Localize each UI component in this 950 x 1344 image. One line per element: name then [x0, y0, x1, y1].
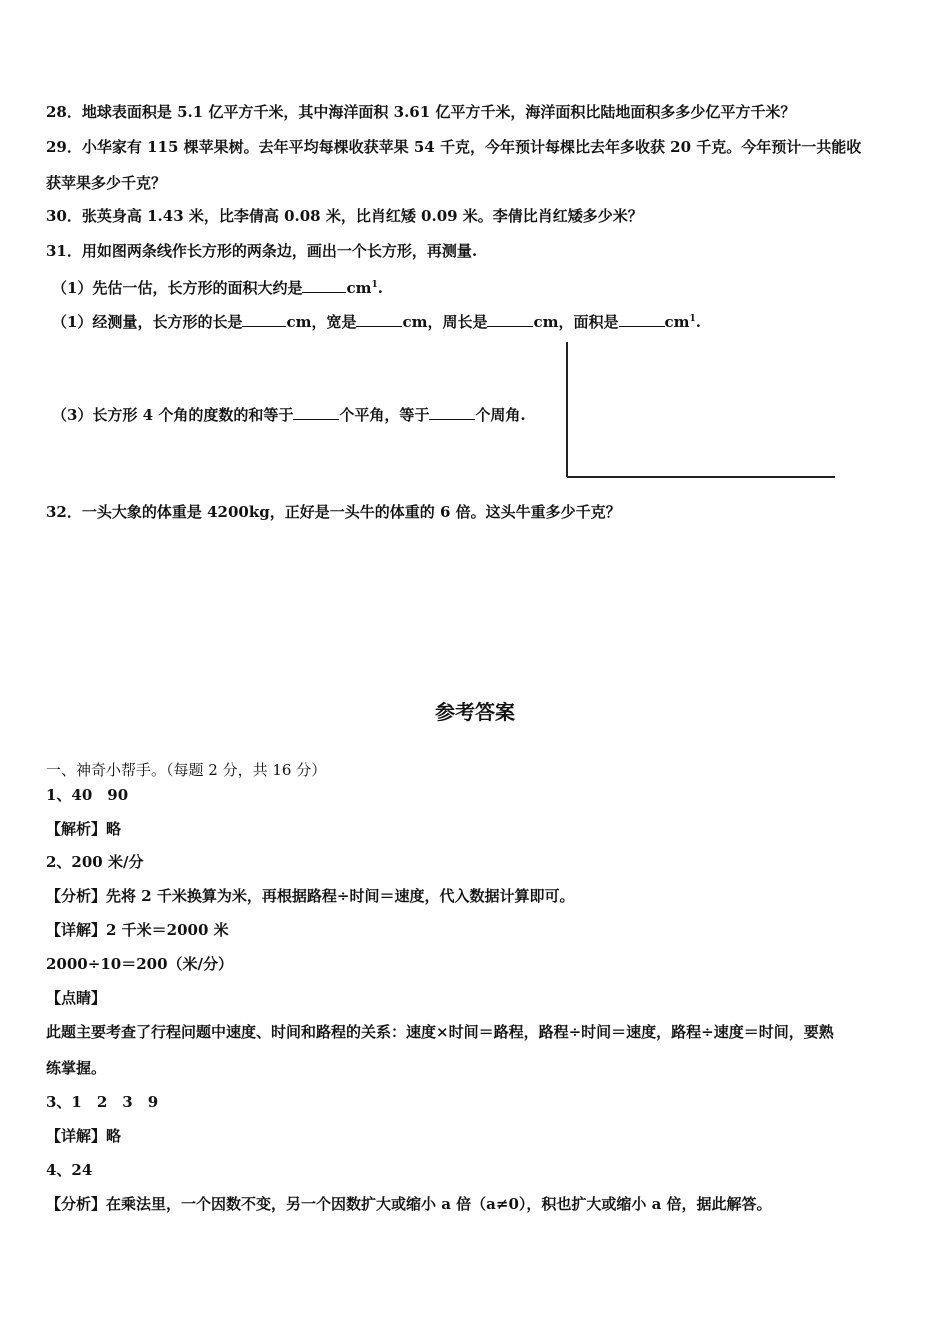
q31-part2-text-d: cm，面积是 [533, 313, 619, 331]
answer-3: 3、1 2 3 9 [46, 1093, 159, 1111]
question-32: 32．一头大象的体重是 4200kg，正好是一头牛的体重的 6 倍。这头牛重多少千克？ [46, 503, 621, 521]
answer-blank-width[interactable] [356, 312, 402, 327]
question-31: 31．用如图两条线作长方形的两条边，画出一个长方形，再测量. [46, 242, 478, 260]
question-31-part2 [52, 309, 701, 332]
answer-blank-area[interactable] [619, 312, 665, 327]
question-31-part3 [52, 405, 526, 425]
answer-2: 2、200 米/分 [46, 853, 144, 871]
question-29-line2: 获苹果多少千克？ [46, 174, 167, 192]
answer-4-analysis: 【分析】在乘法里，一个因数不变，另一个因数扩大或缩小 a 倍（a≠0），积也扩大或缩小 a 倍，据此解答。 [46, 1195, 772, 1213]
q31-part2-text-a: （1）经测量，长方形的长是 [52, 313, 243, 331]
answer-3-detail: 【详解】略 [46, 1127, 122, 1145]
answers-title: 参考答案 [435, 700, 515, 724]
q31-part3-text-a: （3）长方形 4 个角的度数的和等于 [52, 406, 294, 424]
question-29-line1: 29．小华家有 115 棵苹果树。去年平均每棵收获苹果 54 千克，今年预计每棵比去年多收获 20 千克。今年预计一共能收 [46, 138, 862, 156]
answer-1-analysis: 【解析】略 [46, 820, 122, 838]
q31-part2-text-e: cm [664, 313, 690, 331]
q31-part3-text-b: 个平角，等于 [339, 406, 430, 424]
superscript: 1 [371, 280, 378, 290]
answer-2-detail: 【详解】2 千米＝2000 米 [46, 921, 229, 939]
period: . [377, 279, 383, 297]
answer-2-comment-line1: 此题主要考查了行程问题中速度、时间和路程的关系：速度×时间＝路程，路程÷时间＝速度，路程÷速度＝时间，要熟 [46, 1023, 834, 1041]
answer-2-comment-line2: 练掌握。 [46, 1059, 107, 1077]
answer-blank-straight-angles[interactable] [293, 405, 339, 420]
answer-2-calculation: 2000÷10＝200（米/分） [46, 955, 233, 973]
unit-cm: cm [346, 279, 372, 297]
superscript: 1 [689, 314, 696, 324]
answer-blank-length[interactable] [242, 312, 286, 327]
question-30: 30．张英身高 1.43 米，比李倩高 0.08 米，比肖红矮 0.09 米。李倩比肖红矮多少米？ [46, 207, 643, 225]
answer-blank-full-angles[interactable] [429, 405, 475, 420]
q31-part2-text-b: cm，宽是 [286, 313, 357, 331]
answer-2-comment-heading: 【点睛】 [46, 989, 107, 1007]
answer-4: 4、24 [46, 1161, 93, 1179]
section-1-heading: 一、神奇小帮手。（每题 2 分，共 16 分） [46, 761, 327, 779]
q31-part2-text-c: cm，周长是 [402, 313, 488, 331]
period: . [695, 313, 702, 331]
answer-blank[interactable] [302, 278, 346, 293]
q31-part1-text: （1）先估一估，长方形的面积大约是 [52, 279, 303, 297]
question-31-part1 [52, 275, 383, 298]
rectangle-edges-figure [563, 340, 838, 482]
q31-part3-text-c: 个周角. [475, 406, 526, 424]
answer-1: 1、40 90 [46, 786, 129, 804]
answer-2-analysis: 【分析】先将 2 千米换算为米，再根据路程÷时间＝速度，代入数据计算即可。 [46, 887, 575, 905]
answer-blank-perimeter[interactable] [487, 312, 533, 327]
question-28: 28．地球表面积是 5.1 亿平方千米，其中海洋面积 3.61 亿平方千米，海洋面积比陆地面积多多少亿平方千米？ [46, 103, 796, 121]
